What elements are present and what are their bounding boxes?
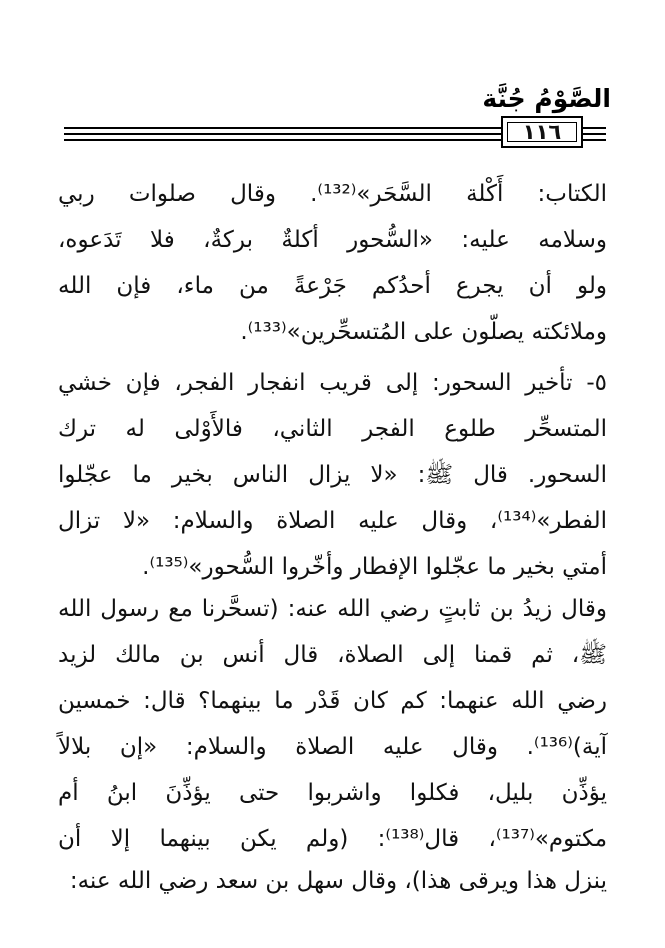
page-number: ١١٦ — [522, 120, 562, 144]
text-line: وسلامه عليه: «السُّحور أكلةٌ بركةٌ، فلا تَدَعوه، — [58, 227, 607, 253]
page-number-frame — [501, 116, 583, 148]
text-line: أمتي بخير ما عجّلوا الإفطار وأخّروا السُّحور»⁽¹³⁵⁾. — [142, 554, 607, 580]
text-line: يؤذِّن بليل، فكلوا واشربوا حتى يؤذِّنَ ابنُ أم — [58, 780, 607, 806]
text-line: ينزل هذا ويرقى هذا)، وقال سهل بن سعد رضي الله عنه: — [69, 868, 607, 894]
text-line: رضي الله عنهما: كم كان قَدْر ما بينهما؟ قال: خمسين — [58, 688, 607, 714]
header-bar — [64, 116, 606, 150]
text-line: ولو أن يجرع أحدُكم جَرْعةً من ماء، فإن الله — [58, 273, 607, 299]
text-line: السحور. قال ﷺ: «لا يزال الناس بخير ما عجّلوا — [58, 462, 607, 488]
text-line: ﷺ، ثم قمنا إلى الصلاة، قال أنس بن مالك لزيد — [58, 642, 607, 668]
text-line: آية)⁽¹³⁶⁾. وقال عليه الصلاة والسلام: «إن بلالاً — [58, 734, 607, 760]
text-line: ٥- تأخير السحور: إلى قريب انفجار الفجر، فإن خشي — [58, 370, 607, 396]
text-line: الفطر»⁽¹³⁴⁾، وقال عليه الصلاة والسلام: «لا تزال — [58, 508, 607, 534]
text-line: المتسحِّر طلوع الفجر الثاني، فالأَوْلى له ترك — [58, 416, 607, 442]
text-line: وقال زيدُ بن ثابتٍ رضي الله عنه: (تسحَّرنا مع رسول الله — [58, 596, 607, 622]
text-line: مكتوم»⁽¹³⁷⁾، قال⁽¹³⁸⁾: (ولم يكن بينهما إلا أن — [58, 826, 608, 852]
text-line: وملائكته يصلّون على المُتسحِّرين»⁽¹³³⁾. — [240, 319, 607, 345]
text-line: الكتاب: أَكْلة السَّحَر»⁽¹³²⁾. وقال صلوات ربي — [58, 181, 607, 207]
running-title: الصَّوْمُ جُنَّة — [482, 84, 611, 113]
